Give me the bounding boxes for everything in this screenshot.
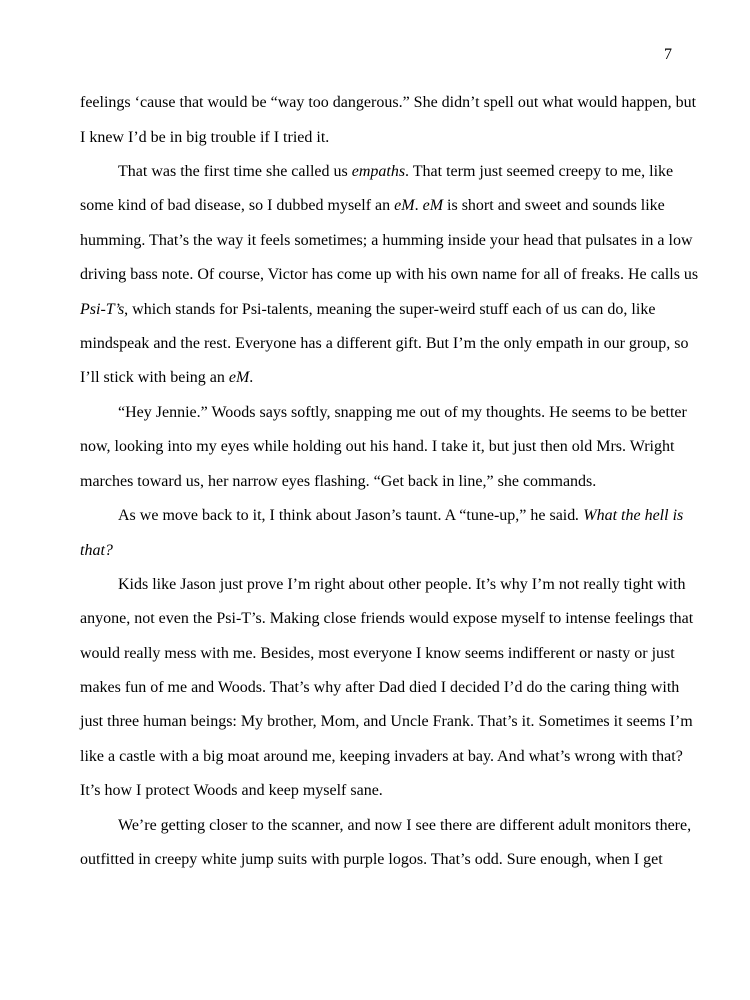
text-line: I’ll stick with being an eM. xyxy=(80,369,254,386)
text-line: Kids like Jason just prove I’m right about other people. It’s why I’m not really tight with xyxy=(118,576,686,593)
text-line: like a castle with a big moat around me, keeping invaders at bay. And what’s wrong with that? xyxy=(80,748,683,765)
text-line: feelings ‘cause that would be “way too dangerous.” She didn’t spell out what would happen, but xyxy=(80,94,697,111)
text-line: makes fun of me and Woods. That’s why after Dad died I decided I’d do the caring thing with xyxy=(80,679,680,696)
text-line: mindspeak and the rest. Everyone has a different gift. But I’m the only empath in our group, so xyxy=(80,335,689,352)
text-line: now, looking into my eyes while holding out his hand. I take it, but just then old Mrs. Wright xyxy=(80,438,675,455)
page-number: 7 xyxy=(664,46,672,63)
text-line: That was the first time she called us empaths. That term just seemed creepy to me, like xyxy=(118,163,674,180)
text-line: “Hey Jennie.” Woods says softly, snapping me out of my thoughts. He seems to be better xyxy=(118,404,687,421)
text-line: would really mess with me. Besides, most everyone I know seems indifferent or nasty or just xyxy=(80,645,675,662)
text-line: anyone, not even the Psi-T’s. Making close friends would expose myself to intense feelings that xyxy=(80,610,694,627)
text-line: Psi-T’s, which stands for Psi-talents, meaning the super-weird stuff each of us can do, like xyxy=(80,301,656,318)
text-line: I knew I’d be in big trouble if I tried it. xyxy=(80,129,330,146)
text-line: that? xyxy=(80,542,113,559)
text-line: some kind of bad disease, so I dubbed myself an eM. eM is short and sweet and sounds like xyxy=(80,197,665,214)
text-line: We’re getting closer to the scanner, and now I see there are different adult monitors there, xyxy=(118,817,692,834)
text-line: outfitted in creepy white jump suits with purple logos. That’s odd. Sure enough, when I get xyxy=(80,851,663,868)
text-line: just three human beings: My brother, Mom, and Uncle Frank. That’s it. Sometimes it seems I’m xyxy=(80,713,693,730)
text-line: driving bass note. Of course, Victor has come up with his own name for all of freaks. He calls us xyxy=(80,266,699,283)
text-line: marches toward us, her narrow eyes flashing. “Get back in line,” she commands. xyxy=(80,473,597,490)
text-line: humming. That’s the way it feels sometimes; a humming inside your head that pulsates in a low xyxy=(80,232,693,249)
text-line: It’s how I protect Woods and keep myself sane. xyxy=(80,782,383,799)
text-line: As we move back to it, I think about Jason’s taunt. A “tune-up,” he said. What the hell is xyxy=(118,507,684,524)
